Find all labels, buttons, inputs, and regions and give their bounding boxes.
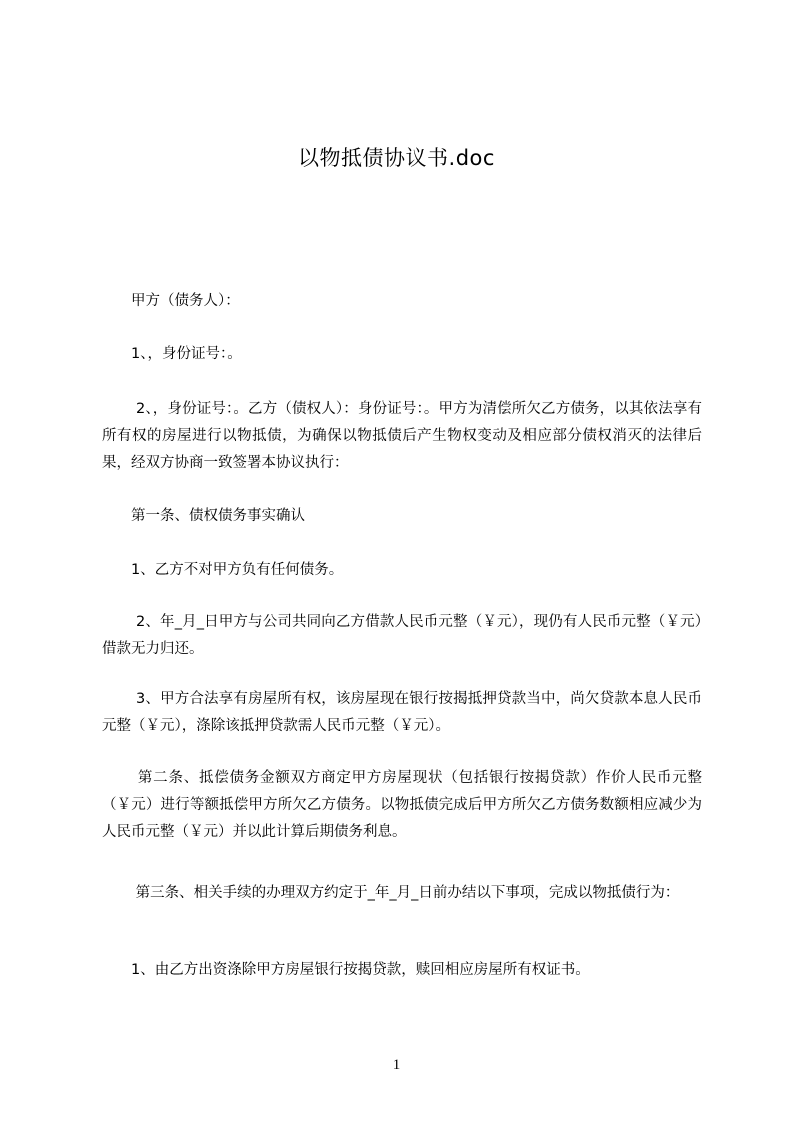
paragraph-article-1-item-1: 1、乙方不对甲方负有任何债务。: [102, 562, 344, 578]
paragraph-party-a: 甲方（债务人）：: [102, 293, 240, 309]
paragraph-article-1-heading: 第一条、债权债务事实确认: [102, 508, 305, 524]
page-number: 1: [392, 1057, 401, 1073]
paragraph-article-3: 第三条、相关手续的办理双方约定于_年_月_日前办结以下事项，完成以物抵债行为：: [102, 885, 680, 901]
paragraph-party-a-id-1: 1、，身份证号：。: [102, 346, 242, 362]
paragraph-article-1-item-3: 3、甲方合法享有房屋所有权，该房屋现在银行按揭抵押贷款当中，尚欠贷款本息人民币元整（￥元），涤除该抵押贷款需人民币元整（￥元）。: [102, 691, 702, 734]
document-title: 以物抵债协议书.doc: [298, 146, 495, 170]
paragraph-article-1-item-2: 2、年_月_日甲方与公司共同向乙方借款人民币元整（￥元），现仍有人民币元整（￥元）借款无力归还。: [102, 614, 702, 657]
paragraph-article-3-item-1: 1、由乙方出资涤除甲方房屋银行按揭贷款，赎回相应房屋所有权证书。: [102, 962, 590, 978]
paragraph-article-2: 第二条、抵偿债务金额双方商定甲方房屋现状（包括银行按揭贷款）作价人民币元整（￥元）进行等额抵偿甲方所欠乙方债务。以物抵债完成后甲方所欠乙方债务数额相应减少为人民币元整（￥元）并以此计算后期债务利息。: [102, 770, 702, 840]
paragraph-parties-preamble: 2、，身份证号：。乙方（债权人）：身份证号：。甲方为清偿所欠乙方债务，以其依法享有所有权的房屋进行以物抵债，为确保以物抵债后产生物权变动及相应部分债权消灭的法律后果，经双方协商一致签署本协议执行：: [102, 401, 702, 471]
